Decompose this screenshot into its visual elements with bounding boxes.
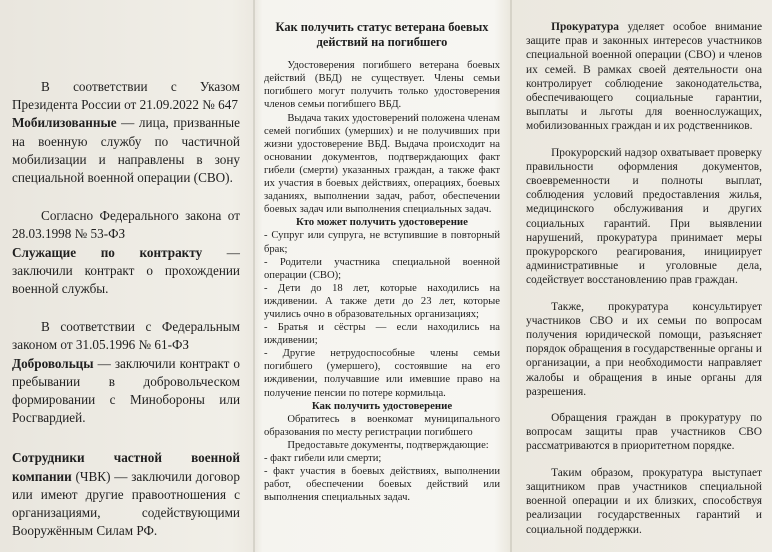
list-item: - Дети до 18 лет, которые находились на иждивении. А также дети до 23 лет, которые учились очно в образовательных организациях; [264,282,500,320]
list-item: - Родители участника специальной военной операции (СВО); [264,256,500,281]
list-item: - Братья и сёстры — если находились на иждивении; [264,322,500,347]
fold-line-left [253,0,255,552]
paragraph: Обратитесь в военкомат муниципального образования по месту регистрации погибшего [264,413,500,438]
list-item: - факт участия в боевых действиях, выполнении работ, обеспечении боевых действий или выполнения специальных задач. [264,466,500,504]
paragraph: Предоставьте документы, подтверждающие: [287,439,489,451]
subheading-how: Как получить удостоверение [311,399,453,412]
paragraph-prosecutor: Прокуратура уделяет особое внимание защите прав и законных интересов участников специальной военной операции (СВО) и членов их семей. В рамках своей деятельности она контролирует соблюдение законодательства, обеспечивающего социальные гарантии, выплаты и льготы для военнослужащих, мобилизованных граждан и их родственников. [526,21,762,133]
paragraph-contract: Согласно Федерального закона от 28.03.1998 № 53-ФЗ Служащие по контракту — заключили контракт о прохождении военной службы. [12,208,240,297]
paragraph: Таким образом, прокуратура выступает защитником прав участников специальной военной операции и их близких, способствуя реализации государственных гарантий и социальной поддержки. [526,466,762,536]
paragraph: Прокурорский надзор охватывает проверку правильности оформления документов, своевременности и полноты выплат, соблюдения условий предоставления жилья, медицинского обслуживания и других социальных гарантий. При выявлении нарушений, прокуратура принимает меры прокурорского реагирования, инициирует административные и уголовные дела, содействует восстановлению прав граждан. [526,146,762,287]
panel-title: Как получить статус ветерана боевых действий на погибшего [275,20,489,49]
paragraph-volunteers: В соответствии с Федеральным законом от 31.05.1996 № 61-ФЗ Добровольцы — заключили контракт о пребывании в добровольческом формировании с Минобороны или Росгвардией. [12,319,240,426]
paragraph: Также, прокуратура консультирует участников СВО и их семьи по вопросам получения юридической помощи, разъясняет порядок обращения в государственные органы и организации, а при необходимости направляет жалобы и обращения в иные органы для разрешения. [526,300,762,398]
paragraph: Выдача таких удостоверений положена членам семей погибших (умерших) и не получивших при жизни удостоверение ВБД. Выдача происходит на основании документов, подтверждающих факт гибели (смерти) указанных граждан, а также факт их участия в боевых действиях, операциях, боевых заданиях, выполнении задач, работ, обеспечении боевых задач или выполнения специальных задач. [264,112,500,216]
term-mobilized: Мобилизованные [12,115,117,131]
panel-prosecutor [512,0,772,552]
term-pmc: Сотрудники частной военной компании [12,450,240,484]
paragraph: Удостоверения погибшего ветерана боевых действий (ВБД) не существует. Члены семьи погибшего могут получить только удостоверения членов семьи погибшего ВБД. [264,60,500,111]
paragraph: Обращения граждан в прокуратуру по вопросам защиты прав участников СВО рассматриваются в приоритетном порядке. [526,412,762,453]
term-volunteers: Добровольцы [12,355,94,371]
list-item: - Другие нетрудоспособные члены семьи погибшего (умершего), состоявшие на его иждивении, получавшие или имевшие право на получение пенсии по потере кормильца. [264,348,500,399]
term-contract: Служащие по контракту [12,244,203,260]
panel-veteran-status [256,0,508,552]
subheading-who: Кто может получить удостоверение [296,216,468,229]
term-prosecutor: Прокуратура [551,21,619,33]
list-item: - Супруг или супруга, не вступившие в повторный брак; [264,230,500,255]
list-item: - факт гибели или смерти; [264,453,382,464]
paragraph-mobilized: В соответствии с Указом Президента России от 21.09.2022 № 647 Мобилизованные — лица, призванные на военную службу по частичной мобилизации и направлены в зону специальной военной операции (СВО). [12,79,240,186]
panel-categories [0,0,252,552]
paragraph-pmc: Сотрудники частной военной компании (ЧВК) — заключили договор или имеют другие правоотношения с организациями, содействующими Вооружённым Силам РФ. [12,450,240,539]
